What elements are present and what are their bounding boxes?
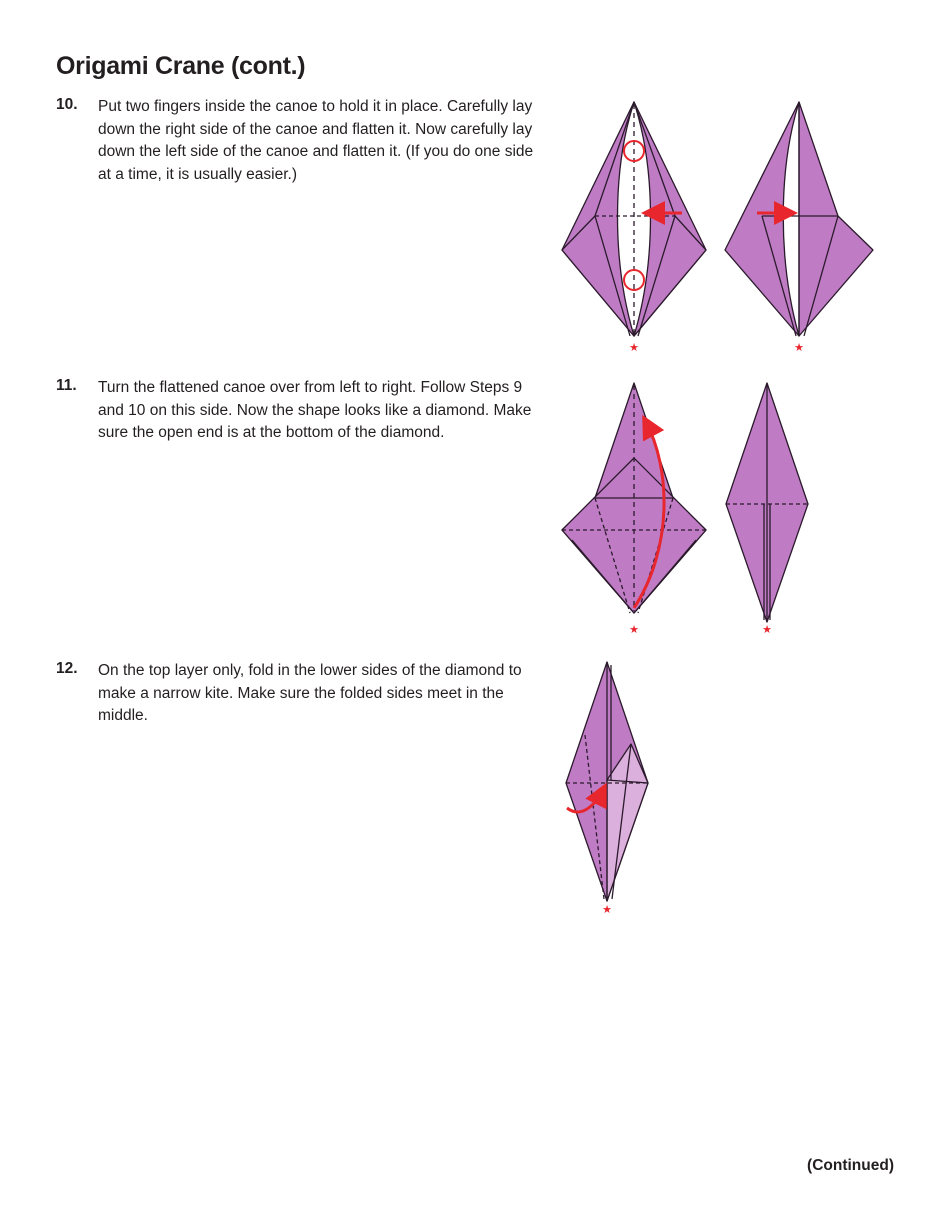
narrow-diamond-diagram xyxy=(726,383,808,622)
step-text: On the top layer only, fold in the lower sides of the diamond to make a narrow kite. Make sure the folded sides meet in the middle. xyxy=(98,662,522,724)
step-number: 12. xyxy=(56,660,78,677)
star-icon: ★ xyxy=(629,624,639,636)
canoe-flattened-diagram xyxy=(725,102,873,336)
continued-label: (Continued) xyxy=(807,1157,894,1174)
step-number: 10. xyxy=(56,96,78,113)
step-text: Put two fingers inside the canoe to hold it in place. Carefully lay down the right side of the canoe and flatten it. Now carefully lay down the left side of the canoe and flatten it. (If you do one side at a time, it is usually easier.) xyxy=(98,98,534,183)
star-icon: ★ xyxy=(629,342,639,354)
step-text: Turn the flattened canoe over from left to right. Follow Steps 9 and 10 on this side. Now the shape looks like a diamond. Make sure the open end is at the bottom of the diamond. xyxy=(98,379,532,441)
kite-diagram xyxy=(566,662,648,901)
canoe-opening-diagram xyxy=(562,102,706,336)
star-icon: ★ xyxy=(762,624,772,636)
step-number: 11. xyxy=(56,377,77,394)
step-11-illustration xyxy=(555,375,825,640)
step-10-illustration xyxy=(555,95,885,360)
diamond-diagram xyxy=(562,383,706,613)
page-title: Origami Crane (cont.) xyxy=(56,52,306,80)
star-icon: ★ xyxy=(794,342,804,354)
star-icon: ★ xyxy=(602,904,612,916)
step-12-illustration xyxy=(555,655,665,920)
